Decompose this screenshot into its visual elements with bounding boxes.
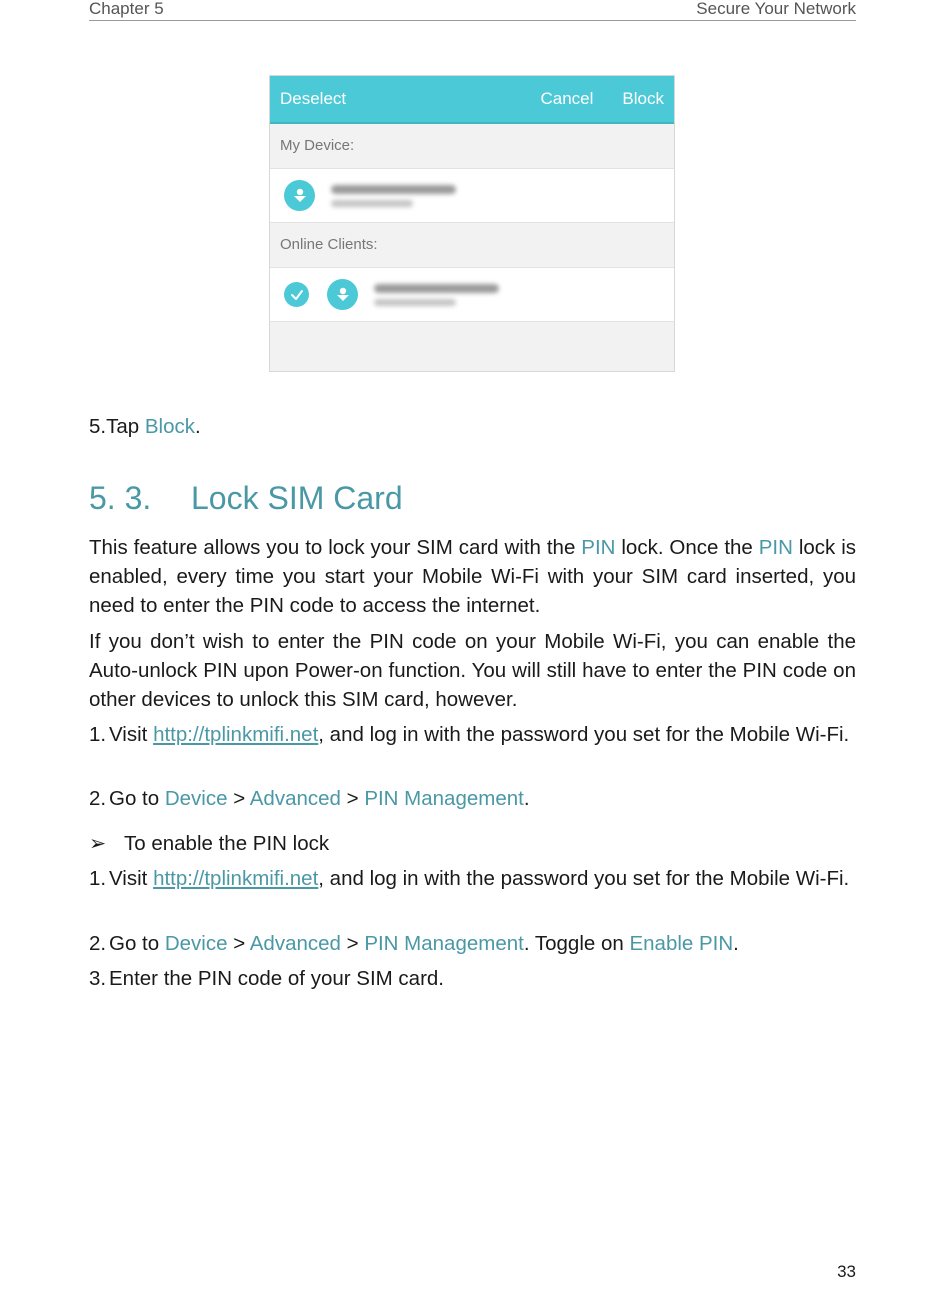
step-prefix: Visit <box>109 723 154 746</box>
phone-device-icon <box>327 279 358 310</box>
section-heading <box>89 476 403 520</box>
advanced-menu-ref: Advanced <box>249 787 341 810</box>
list-b-step-1 <box>89 864 856 893</box>
path-separator: > <box>227 932 250 955</box>
block-reference: Block <box>144 415 195 438</box>
figure-footer <box>270 322 674 370</box>
deselect-button[interactable]: Deselect <box>280 89 347 108</box>
arrow-bullet-icon: ➢ <box>89 832 107 855</box>
cancel-button[interactable]: Cancel <box>540 89 594 108</box>
intro-paragraph <box>89 533 856 620</box>
check-icon[interactable] <box>284 282 309 307</box>
blurred-client-mac <box>374 299 456 306</box>
step-suffix: , and log in with the password you set for the Mobile Wi-Fi. <box>318 723 850 746</box>
para1-text-3: lock is enabled, every time you start your Mobile Wi-Fi with your SIM card inserted, you need to enter the PIN code to access the internet. <box>89 536 856 617</box>
blurred-client-info <box>374 284 499 306</box>
chapter-label: Chapter 5 <box>89 0 164 18</box>
step-suffix: . <box>523 787 530 810</box>
app-screenshot-figure <box>269 75 675 372</box>
step-prefix: Visit <box>109 867 154 890</box>
blurred-client-name <box>374 284 499 293</box>
auto-unlock-paragraph: If you don’t wish to enter the PIN code on your Mobile Wi-Fi, you can enable the Auto-unlock PIN upon Power-on function. You will still have to enter the PIN code on other devices to unlock this SIM card, however. <box>89 630 856 711</box>
step-number: 2. <box>89 932 107 955</box>
my-device-section-label: My Device: <box>270 124 674 169</box>
online-client-row[interactable] <box>270 268 674 322</box>
list-b-step-2 <box>89 929 856 958</box>
step-number: 1. <box>89 867 107 890</box>
my-device-row <box>270 169 674 223</box>
tplinkmifi-link[interactable]: http://tplinkmifi.net <box>153 723 319 746</box>
path-separator: > <box>340 787 365 810</box>
section-number: 5. 3. <box>89 480 152 516</box>
device-menu-ref: Device <box>164 932 228 955</box>
enable-pin-lock-heading <box>89 829 329 858</box>
step-middle-text: . Toggle on <box>523 932 630 955</box>
pin-term: PIN <box>758 536 793 559</box>
step-number: 5. <box>89 415 107 438</box>
step-number: 3. <box>89 967 107 990</box>
phone-device-icon <box>284 180 315 211</box>
list-b-step-3 <box>89 964 856 993</box>
step-suffix: . <box>733 932 739 955</box>
list-a-step-1 <box>89 720 856 749</box>
pin-management-ref: PIN Management <box>364 787 524 810</box>
pin-term: PIN <box>581 536 616 559</box>
page-number: 33 <box>837 1262 856 1281</box>
step-number: 2. <box>89 787 107 810</box>
tplinkmifi-link[interactable]: http://tplinkmifi.net <box>153 867 319 890</box>
step-prefix: Tap <box>106 415 145 438</box>
online-clients-section-label: Online Clients: <box>270 223 674 268</box>
blurred-device-info <box>331 185 456 207</box>
block-button[interactable]: Block <box>622 89 664 108</box>
section-label: Secure Your Network <box>696 0 856 18</box>
step-number: 1. <box>89 723 107 746</box>
step-suffix: , and log in with the password you set for the Mobile Wi-Fi. <box>318 867 850 890</box>
step-text: Enter the PIN code of your SIM card. <box>109 967 444 990</box>
section-title: Lock SIM Card <box>191 480 403 516</box>
list-a-step-2 <box>89 784 856 813</box>
step-prefix: Go to <box>109 787 165 810</box>
step-5-tap-block <box>89 412 856 441</box>
page-header <box>89 0 856 21</box>
enable-pin-ref: Enable PIN <box>629 932 734 955</box>
step-suffix: . <box>195 415 201 438</box>
para1-text-1: This feature allows you to lock your SIM card with the <box>89 536 582 559</box>
bullet-heading-text: To enable the PIN lock <box>124 832 330 855</box>
pin-management-ref: PIN Management <box>364 932 524 955</box>
blurred-device-name <box>331 185 456 194</box>
figure-topbar <box>270 76 674 124</box>
advanced-menu-ref: Advanced <box>249 932 341 955</box>
path-separator: > <box>340 932 365 955</box>
device-menu-ref: Device <box>164 787 228 810</box>
para1-text-2: lock. Once the <box>615 536 759 559</box>
path-separator: > <box>227 787 250 810</box>
step-prefix: Go to <box>109 932 165 955</box>
blurred-device-mac <box>331 200 413 207</box>
